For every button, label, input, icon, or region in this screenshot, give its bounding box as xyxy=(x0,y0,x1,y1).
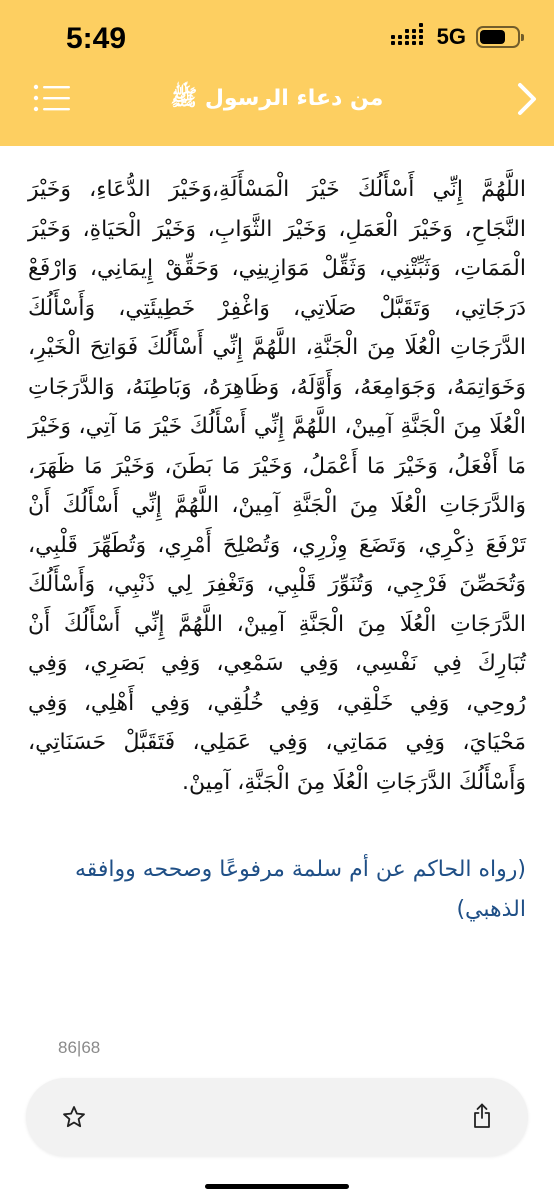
chevron-right-icon[interactable] xyxy=(514,80,540,118)
star-icon[interactable] xyxy=(62,1105,86,1129)
prayer-text: اللَّهُمَّ إِنِّي أَسْأَلُكَ خَيْرَ الْمَسْأَلَةِ،وَخَيْرَ الدُّعَاءِ، وَخَيْرَ النَّجَاحِ، وَخَيْرَ الْعَمَلِ، وَخَيْرَ الثَّوَابِ، وَخَيْرَ الْحَيَاةِ، وَخَيْرَ الْمَمَاتِ، وَثَبِّتْنِي، وَثَقِّلْ مَوَازِينِي، وَحَقِّقْ إِيمَانِي، وَارْفَعْ دَرَجَاتِي، وَتَقَبَّلْ صَلَاتِي، وَاغْفِرْ خَطِيئَتِي، وَأَسْأَلُكَ الدَّرَجَاتِ الْعُلَا مِنَ الْجَنَّةِ، اللَّهُمَّ إِنِّي أَسْأَلُكَ فَوَاتِحَ الْخَيْرِ، وَخَوَاتِمَهُ، وَجَوَامِعَهُ، وَأَوَّلَهُ، وَظَاهِرَهُ، وَبَاطِنَهُ، وَالدَّرَجَاتِ الْعُلَا مِنَ الْجَنَّةِ آمِينْ، اللَّهُمَّ إِنِّي أَسْأَلُكَ خَيْرَ مَا آتِي، وَخَيْرَ مَا أَفْعَلُ، وَخَيْرَ مَا أَعْمَلُ، وَخَيْرَ مَا بَطَنَ، وَخَيْرَ مَا ظَهَرَ، وَالدَّرَجَاتِ الْعُلَا مِنَ الْجَنَّةِ آمِينْ، اللَّهُمَّ إِنِّي أَسْأَلُكَ أَنْ تَرْفَعَ ذِكْرِي، وَتَضَعَ وِزْرِي، وَتُصْلِحَ أَمْرِي، وَتُطَهِّرَ قَلْبِي، وَتُحَصِّنَ فَرْجِي، وَتُنَوِّرَ قَلْبِي، وَتَغْفِرَ لِي ذَنْبِي، وَأَسْأَلُكَ الدَّرَجَاتِ الْعُلَا مِنَ الْجَنَّةِ آمِينْ، اللَّهُمَّ إِنِّي أَسْأَلُكَ أَنْ تُبَارِكَ فِي نَفْسِي، وَفِي سَمْعِي، وَفِي بَصَرِي، وَفِي رُوحِي، وَفِي خَلْقِي، وَفِي خُلُقِي، وَفِي أَهْلِي، وَفِي مَحْيَايَ، وَفِي مَمَاتِي، وَفِي عَمَلِي، فَتَقَبَّلْ حَسَنَاتِي، وَأَسْأَلُكَ الدَّرَجَاتِ الْعُلَا مِنَ الْجَنَّةِ، آمِينْ. xyxy=(28,177,526,795)
bottom-toolbar xyxy=(26,1078,528,1156)
signal-strength-icon xyxy=(391,25,425,49)
page-title: من دعاء الرسول ﷺ xyxy=(170,86,384,111)
page-counter: 86|68 xyxy=(58,1038,101,1057)
network-type: 5G xyxy=(436,24,466,49)
status-time: 5:49 xyxy=(66,22,127,55)
prayer-content xyxy=(28,170,526,930)
battery-level xyxy=(480,30,505,44)
home-indicator[interactable] xyxy=(205,1184,349,1189)
battery-icon xyxy=(476,26,520,48)
header-bar xyxy=(0,0,554,146)
hadith-source: (رواه الحاكم عن أم سلمة مرفوعًا وصححه ووافقه الذهبي) xyxy=(74,857,526,922)
status-indicators xyxy=(391,24,520,50)
share-icon[interactable] xyxy=(472,1103,492,1129)
